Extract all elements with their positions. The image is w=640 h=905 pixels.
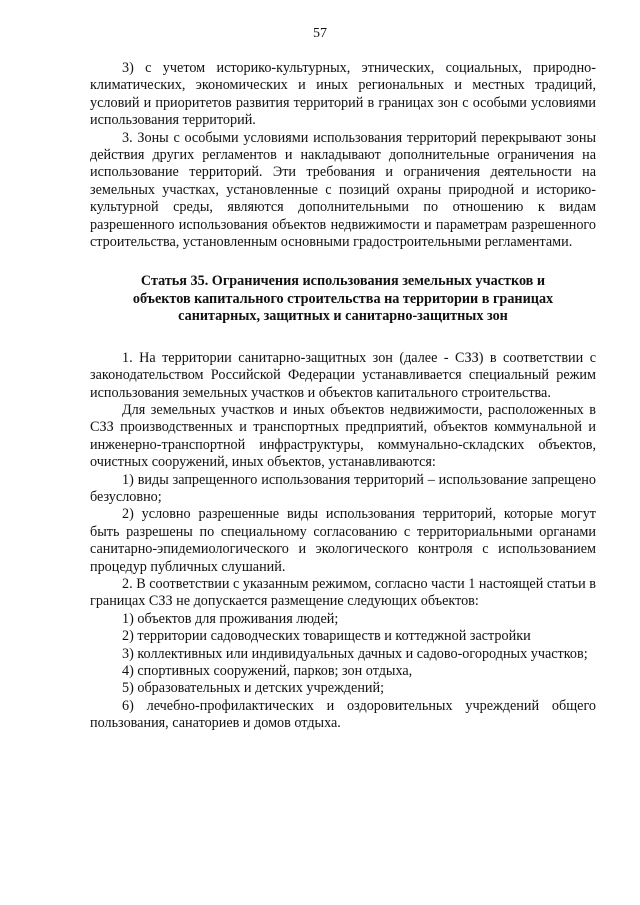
list-item: 1) объектов для проживания людей; bbox=[122, 610, 339, 627]
article-heading-line-2: объектов капитального строительства на территории в границах bbox=[132, 290, 554, 307]
paragraph-item-3: 3) с учетом историко-культурных, этнических, социальных, природно-климатических, экономических и иных региональных и местных традиций, условий и приоритетов развития территорий в границах зон с особыми условиями использования территорий. bbox=[90, 60, 596, 129]
article-paragraph: 2) условно разрешенные виды использования территорий, которые могут быть разрешены по специальному согласованию с территориальными органами санитарно-эпидемиологического и экологического контроля с использованием процедур публичных слушаний. bbox=[90, 506, 596, 575]
list-item: 2) территории садоводческих товариществ и коттеджной застройки bbox=[122, 628, 531, 645]
article-heading-line-1: Статья 35. Ограничения использования земельных участков и bbox=[140, 273, 546, 290]
paragraph-clause-3: 3. Зоны с особыми условиями использования территорий перекрывают зоны действия других регламентов и накладывают дополнительные ограничения на использование территорий. Эти требования и ограничения деятельности на земельных участках, установленные с позиций охраны природной и историко-культурной среды, являются дополнительными по отношению к видам разрешенного использования объектов недвижимости и параметрам разрешенного строительства, установленным основными градостроительными регламентами. bbox=[90, 129, 596, 251]
list-item: 3) коллективных или индивидуальных дачных и садово-огородных участков; bbox=[122, 645, 588, 662]
article-heading bbox=[90, 273, 596, 325]
document-body bbox=[90, 60, 596, 733]
article-paragraph: 1. На территории санитарно-защитных зон (далее - СЗЗ) в соответствии с законодательством Российской Федерации устанавливается специальный режим использования земельных участков и объектов капитального строительства. bbox=[90, 349, 596, 401]
list-item: 5) образовательных и детских учреждений; bbox=[122, 680, 385, 697]
list-item: 6) лечебно-профилактических и оздоровительных учреждений общего пользования, санаториев и домов отдыха. bbox=[90, 697, 596, 732]
article-paragraph: 1) виды запрещенного использования территорий – использование запрещено безусловно; bbox=[90, 471, 596, 505]
article-heading-line-3: санитарных, защитных и санитарно-защитных зон bbox=[178, 308, 508, 325]
article-paragraph: Для земельных участков и иных объектов недвижимости, расположенных в СЗЗ производственных и транспортных предприятий, объектов коммунальной и инженерно-транспортной инфраструктуры, коммунально-складских объектов, очистных сооружений, иных объектов, устанавливаются: bbox=[90, 401, 596, 471]
page-number: 57 bbox=[313, 26, 327, 41]
list-item: 4) спортивных сооружений, парков; зон отдыха, bbox=[122, 663, 413, 679]
article-paragraph: 2. В соответствии с указанным режимом, согласно части 1 настоящей статьи в границах СЗЗ не допускается размещение следующих объектов: bbox=[90, 575, 596, 610]
